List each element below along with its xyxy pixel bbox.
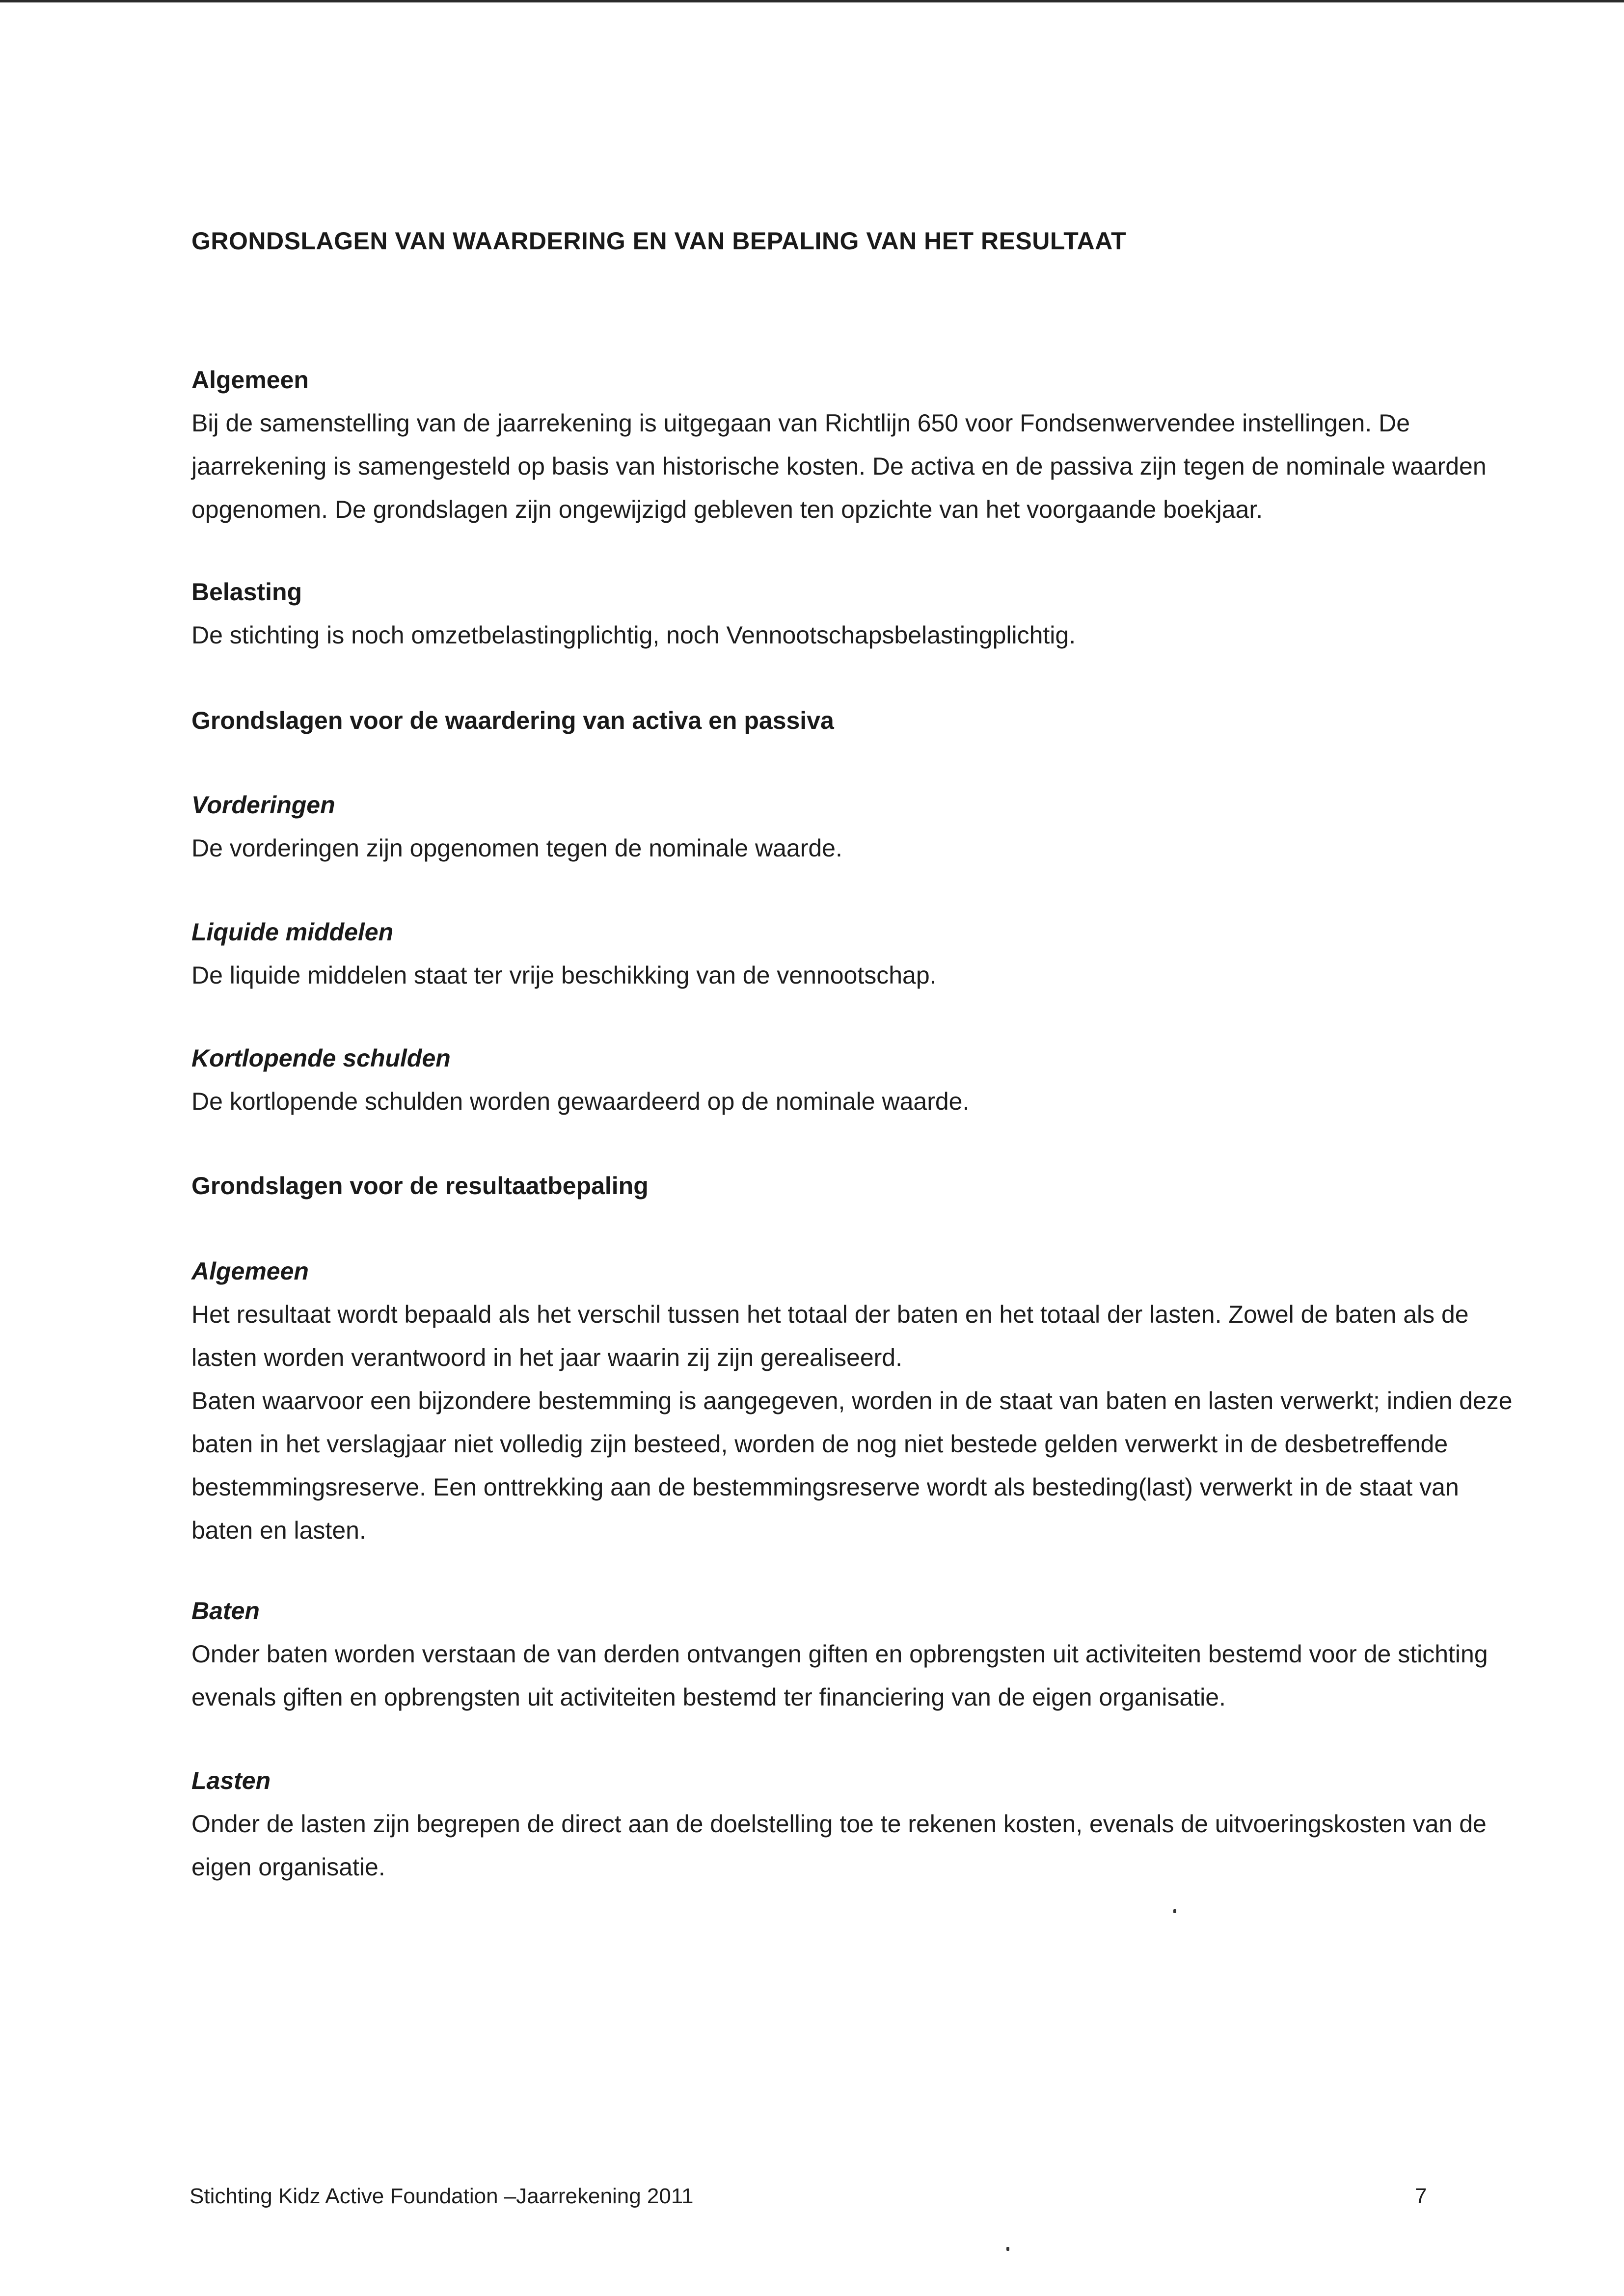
footer-document-name: Stichting Kidz Active Foundation –Jaarrekening 2011 bbox=[189, 2184, 694, 2208]
paragraph-line: baten en lasten. bbox=[191, 1517, 366, 1544]
subsection-baten bbox=[191, 1589, 1517, 1719]
section-resultaatbepaling bbox=[191, 1164, 1517, 1207]
scan-speck bbox=[1006, 2247, 1009, 2251]
scan-speck bbox=[1173, 1909, 1176, 1913]
subsection-kortlopende-schulden bbox=[191, 1037, 1517, 1123]
paragraph-line: De kortlopende schulden worden gewaardeerd op de nominale waarde. bbox=[191, 1088, 970, 1115]
paragraph-line: bestemmingsreserve. Een onttrekking aan de bestemmingsreserve wordt als besteding(last) verwerkt in de staat van bbox=[191, 1473, 1459, 1501]
paragraph-line: De liquide middelen staat ter vrije beschikking van de vennootschap. bbox=[191, 961, 937, 989]
subsection-heading-baten: Baten bbox=[191, 1597, 260, 1625]
paragraph-line: Onder baten worden verstaan de van derden ontvangen giften en opbrengsten uit activiteiten bestemd voor de stichting bbox=[191, 1640, 1488, 1668]
paragraph-line: lasten worden verantwoord in het jaar waarin zij zijn gerealiseerd. bbox=[191, 1344, 902, 1371]
paragraph-line: Baten waarvoor een bijzondere bestemming is aangegeven, worden in de staat van baten en lasten verwerkt; indien deze bbox=[191, 1387, 1513, 1415]
section-belasting bbox=[191, 570, 1517, 657]
section-algemeen bbox=[191, 358, 1517, 531]
footer-page-number: 7 bbox=[1415, 2184, 1427, 2208]
paragraph-line: evenals giften en opbrengsten uit activiteiten bestemd ter financiering van de eigen organisatie. bbox=[191, 1683, 1226, 1711]
subsection-liquide-middelen bbox=[191, 910, 1517, 997]
paragraph-line: Bij de samenstelling van de jaarrekening is uitgegaan van Richtlijn 650 voor Fondsenwervendee instellingen. De bbox=[191, 409, 1410, 437]
subsection-resultaat-algemeen bbox=[191, 1250, 1517, 1552]
section-waardering bbox=[191, 699, 1517, 742]
page-top-border bbox=[0, 0, 1624, 2]
subsection-heading-vorderingen: Vorderingen bbox=[191, 791, 335, 819]
paragraph-line: De vorderingen zijn opgenomen tegen de nominale waarde. bbox=[191, 834, 842, 862]
paragraph-line: jaarrekening is samengesteld op basis van historische kosten. De activa en de passiva zijn tegen de nominale waarden bbox=[191, 453, 1487, 480]
paragraph-line: opgenomen. De grondslagen zijn ongewijzigd gebleven ten opzichte van het voorgaande boekjaar. bbox=[191, 496, 1263, 523]
paragraph-line: Onder de lasten zijn begrepen de direct aan de doelstelling toe te rekenen kosten, evenals de uitvoeringskosten van de bbox=[191, 1810, 1487, 1838]
paragraph-line: eigen organisatie. bbox=[191, 1853, 385, 1881]
subsection-heading-algemeen: Algemeen bbox=[191, 1257, 309, 1285]
section-heading-belasting: Belasting bbox=[191, 578, 302, 606]
paragraph-line: Het resultaat wordt bepaald als het verschil tussen het totaal der baten en het totaal der lasten. Zowel de baten als de bbox=[191, 1301, 1469, 1328]
subsection-heading-kortlopende-schulden: Kortlopende schulden bbox=[191, 1044, 451, 1072]
section-heading-algemeen: Algemeen bbox=[191, 366, 309, 394]
subsection-heading-lasten: Lasten bbox=[191, 1767, 271, 1794]
section-heading-waardering: Grondslagen voor de waardering van activa en passiva bbox=[191, 707, 834, 734]
subsection-vorderingen bbox=[191, 783, 1517, 870]
paragraph-line: De stichting is noch omzetbelastingplichtig, noch Vennootschapsbelastingplichtig. bbox=[191, 621, 1076, 649]
subsection-lasten bbox=[191, 1759, 1517, 1889]
page-title: GRONDSLAGEN VAN WAARDERING EN VAN BEPALING VAN HET RESULTAAT bbox=[191, 227, 1127, 255]
subsection-heading-liquide-middelen: Liquide middelen bbox=[191, 918, 394, 946]
paragraph-line: baten in het verslagjaar niet volledig zijn besteed, worden de nog niet bestede gelden verwerkt in de desbetreffende bbox=[191, 1430, 1448, 1458]
section-heading-resultaatbepaling: Grondslagen voor de resultaatbepaling bbox=[191, 1172, 649, 1200]
